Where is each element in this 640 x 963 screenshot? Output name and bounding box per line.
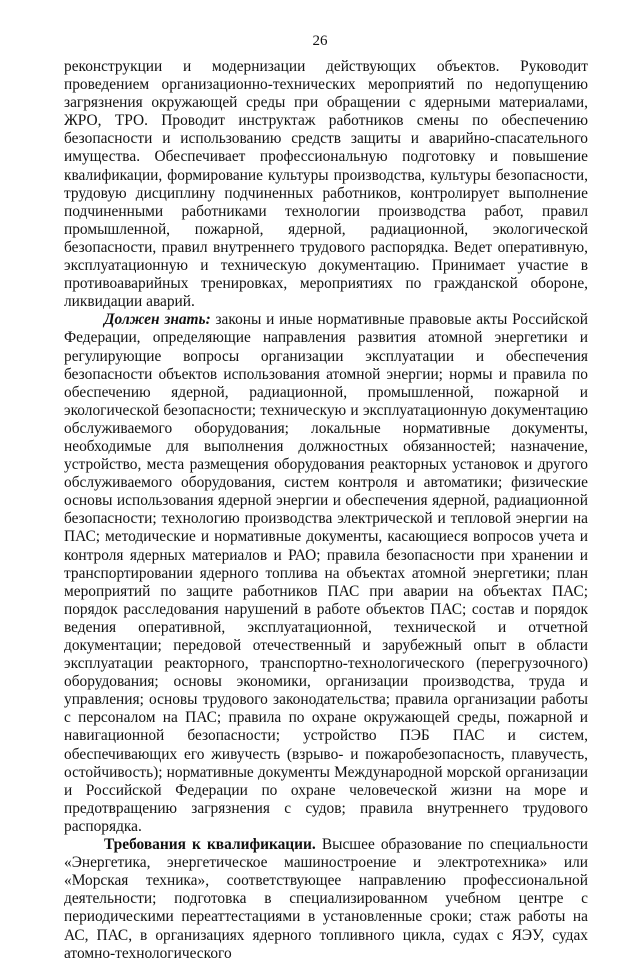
paragraph-heading-qualification: Требования к квалификации. (104, 836, 316, 854)
paragraph-duties-continuation (64, 58, 588, 311)
paragraph-heading-must-know: Должен знать: (104, 311, 211, 329)
page-number: 26 (312, 33, 328, 49)
paragraph-qualification-requirements (64, 836, 588, 963)
paragraph-text: законы и иные нормативные правовые акты Российской Федерации, определяющие направления развития атомной энергетики и регулирующие вопросы организации эксплуатации и обеспечения безопасности объектов использования атомной энергии; нормы и правила по обеспечению ядерной, радиационной, промышленной, пожарной и экологической безопасности; техническую и эксплуатационную документацию обслуживаемого оборудования; локальные нормативные документы, необходимые для выполнения должностных обязанностей; назначение, устройство, места размещения оборудования реакторных установок и другого обслуживаемого оборудования, систем контроля и автоматики; физические основы использования ядерной энергии и обеспечения ядерной, радиационной безопасности; технологию производства электрической и тепловой энергии на ПАС; методические и нормативные документы, касающиеся вопросов учета и контроля ядерных материалов и РАО; правила безопасности при хранении и транспортировании ядерного топлива на объектах атомной энергетики; план мероприятий по защите работников ПАС при аварии на объектах ПАС; порядок расследования нарушений в работе объектов ПАС; состав и порядок ведения оперативной, эксплуатационной, технической и отчетной документации; передовой отечественный и зарубежный опыт в области эксплуатации реакторного, транспортно-технологического (перегрузочного) оборудования; основы экономики, организации производства, труда и управления; основы трудового законодательства; правила организации работы с персоналом на ПАС; правила по охране окружающей среды, пожарной и навигационной безопасности; устройство ПЭБ ПАС и систем, обеспечивающих его живучесть (взрыво- и пожаробезопасность, плавучесть, остойчивость); нормативные документы Международной морской организации и Российской Федерации по охране человеческой жизни на море и предотвращению загрязнения с судов; правила внутреннего трудового распорядка. (64, 311, 588, 835)
document-body (64, 58, 588, 963)
paragraph-text: реконструкции и модернизации действующих объектов. Руководит проведением организационно-технических мероприятий по недопущению загрязнения окружающей среды при обращении с ядерными материалами, ЖРО, ТРО. Проводит инструктаж работников смены по обеспечению безопасности и использованию средств защиты и аварийно-спасательного имущества. Обеспечивает профессиональную подготовку и повышение квалификации, формирование культуры производства, культуры безопасности, трудовую дисциплину подчиненных работников, контролирует выполнение подчиненными работниками технологии производства работ, правил промышленной, пожарной, ядерной, радиационной, экологической безопасности, правил внутреннего трудового распорядка. Ведет оперативную, эксплуатационную и техническую документацию. Принимает участие в противоаварийных тренировках, мероприятиях по гражданской обороне, ликвидации аварий. (64, 58, 588, 311)
paragraph-must-know (64, 311, 588, 836)
paragraph-text: Высшее образование по специальности «Энергетика, энергетическое машиностроение и электротехника» или «Морская техника», соответствующее направлению профессиональной деятельности; подготовка в специализированном учебном центре с периодическими переаттестациями в установленные сроки; стаж работы на АС, ПАС, в организациях ядерного топливного цикла, судах с ЯЭУ, судах атомно-технологического (64, 836, 588, 962)
